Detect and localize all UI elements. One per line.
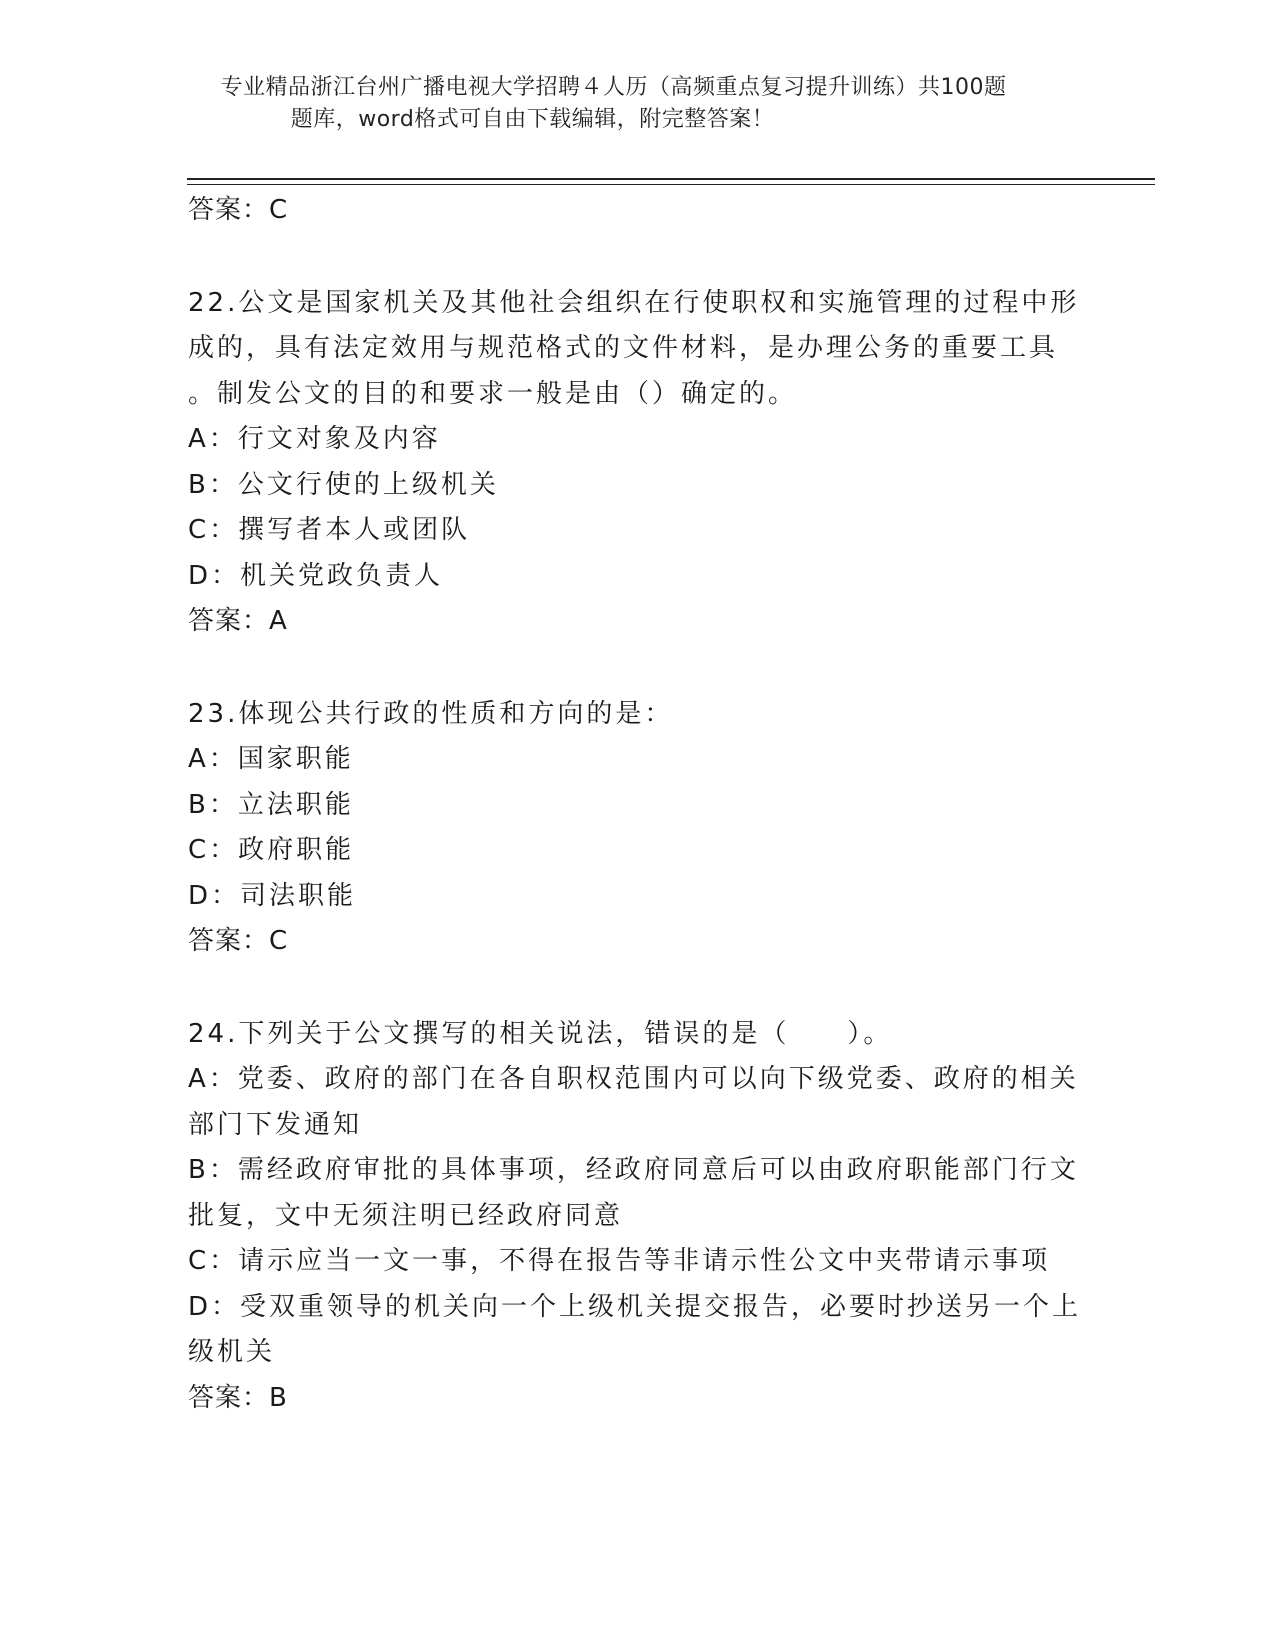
option-line: A：党委、政府的部门在各自职权范围内可以向下级党委、政府的相关 — [188, 1064, 1079, 1094]
question-block — [188, 692, 1088, 965]
option-line: B：立法职能 — [188, 789, 354, 820]
header-title-line-1: 专业精品浙江台州广播电视大学招聘４人历（高频重点复习提升训练）共100题 — [220, 75, 1007, 100]
question-text-line: 成的，具有法定效用与规范格式的文件材料，是办理公务的重要工具 — [188, 333, 1059, 363]
header-rule-thin — [187, 184, 1155, 185]
option-line: C：请示应当一文一事，不得在报告等非请示性公文中夹带请示事项 — [188, 1246, 1051, 1276]
question-block — [188, 1012, 1088, 1422]
answer-line: 答案：C — [188, 195, 289, 225]
answer-line: 答案：C — [188, 926, 289, 956]
header-rule-thick — [187, 178, 1155, 180]
question-block — [188, 281, 1088, 645]
block-spacer — [188, 965, 1088, 1012]
block-spacer — [188, 234, 1088, 281]
header-title-line-2: 题库，word格式可自由下载编辑，附完整答案！ — [290, 107, 775, 132]
option-line: C：政府职能 — [188, 835, 355, 865]
question-text-line: 24.下列关于公文撰写的相关说法，错误的是（ ）。 — [188, 1018, 893, 1049]
option-line: A：国家职能 — [188, 744, 354, 774]
question-text-line: 23.体现公共行政的性质和方向的是： — [188, 698, 674, 729]
question-block — [188, 188, 1088, 234]
option-line: 级机关 — [188, 1337, 276, 1367]
question-list — [188, 188, 1088, 1421]
option-line: B：公文行使的上级机关 — [188, 469, 499, 500]
option-line: D：司法职能 — [188, 880, 357, 911]
question-text-line: 22.公文是国家机关及其他社会组织在行使职权和实施管理的过程中形 — [188, 287, 1080, 318]
answer-line: 答案：B — [188, 1382, 288, 1413]
question-text-line: 。制发公文的目的和要求一般是由（）确定的。 — [188, 378, 798, 409]
option-line: D：受双重领导的机关向一个上级机关提交报告，必要时抄送另一个上 — [188, 1291, 1082, 1322]
option-line: 批复，文中无须注明已经政府同意 — [188, 1200, 624, 1231]
option-line: A：行文对象及内容 — [188, 424, 441, 454]
answer-line: 答案：A — [188, 606, 288, 636]
block-spacer — [188, 645, 1088, 692]
option-line: C：撰写者本人或团队 — [188, 515, 471, 545]
document-header — [0, 72, 1275, 136]
option-line: 部门下发通知 — [188, 1109, 363, 1140]
option-line: D：机关党政负责人 — [188, 560, 444, 591]
option-line: B：需经政府审批的具体事项，经政府同意后可以由政府职能部门行文 — [188, 1155, 1079, 1185]
